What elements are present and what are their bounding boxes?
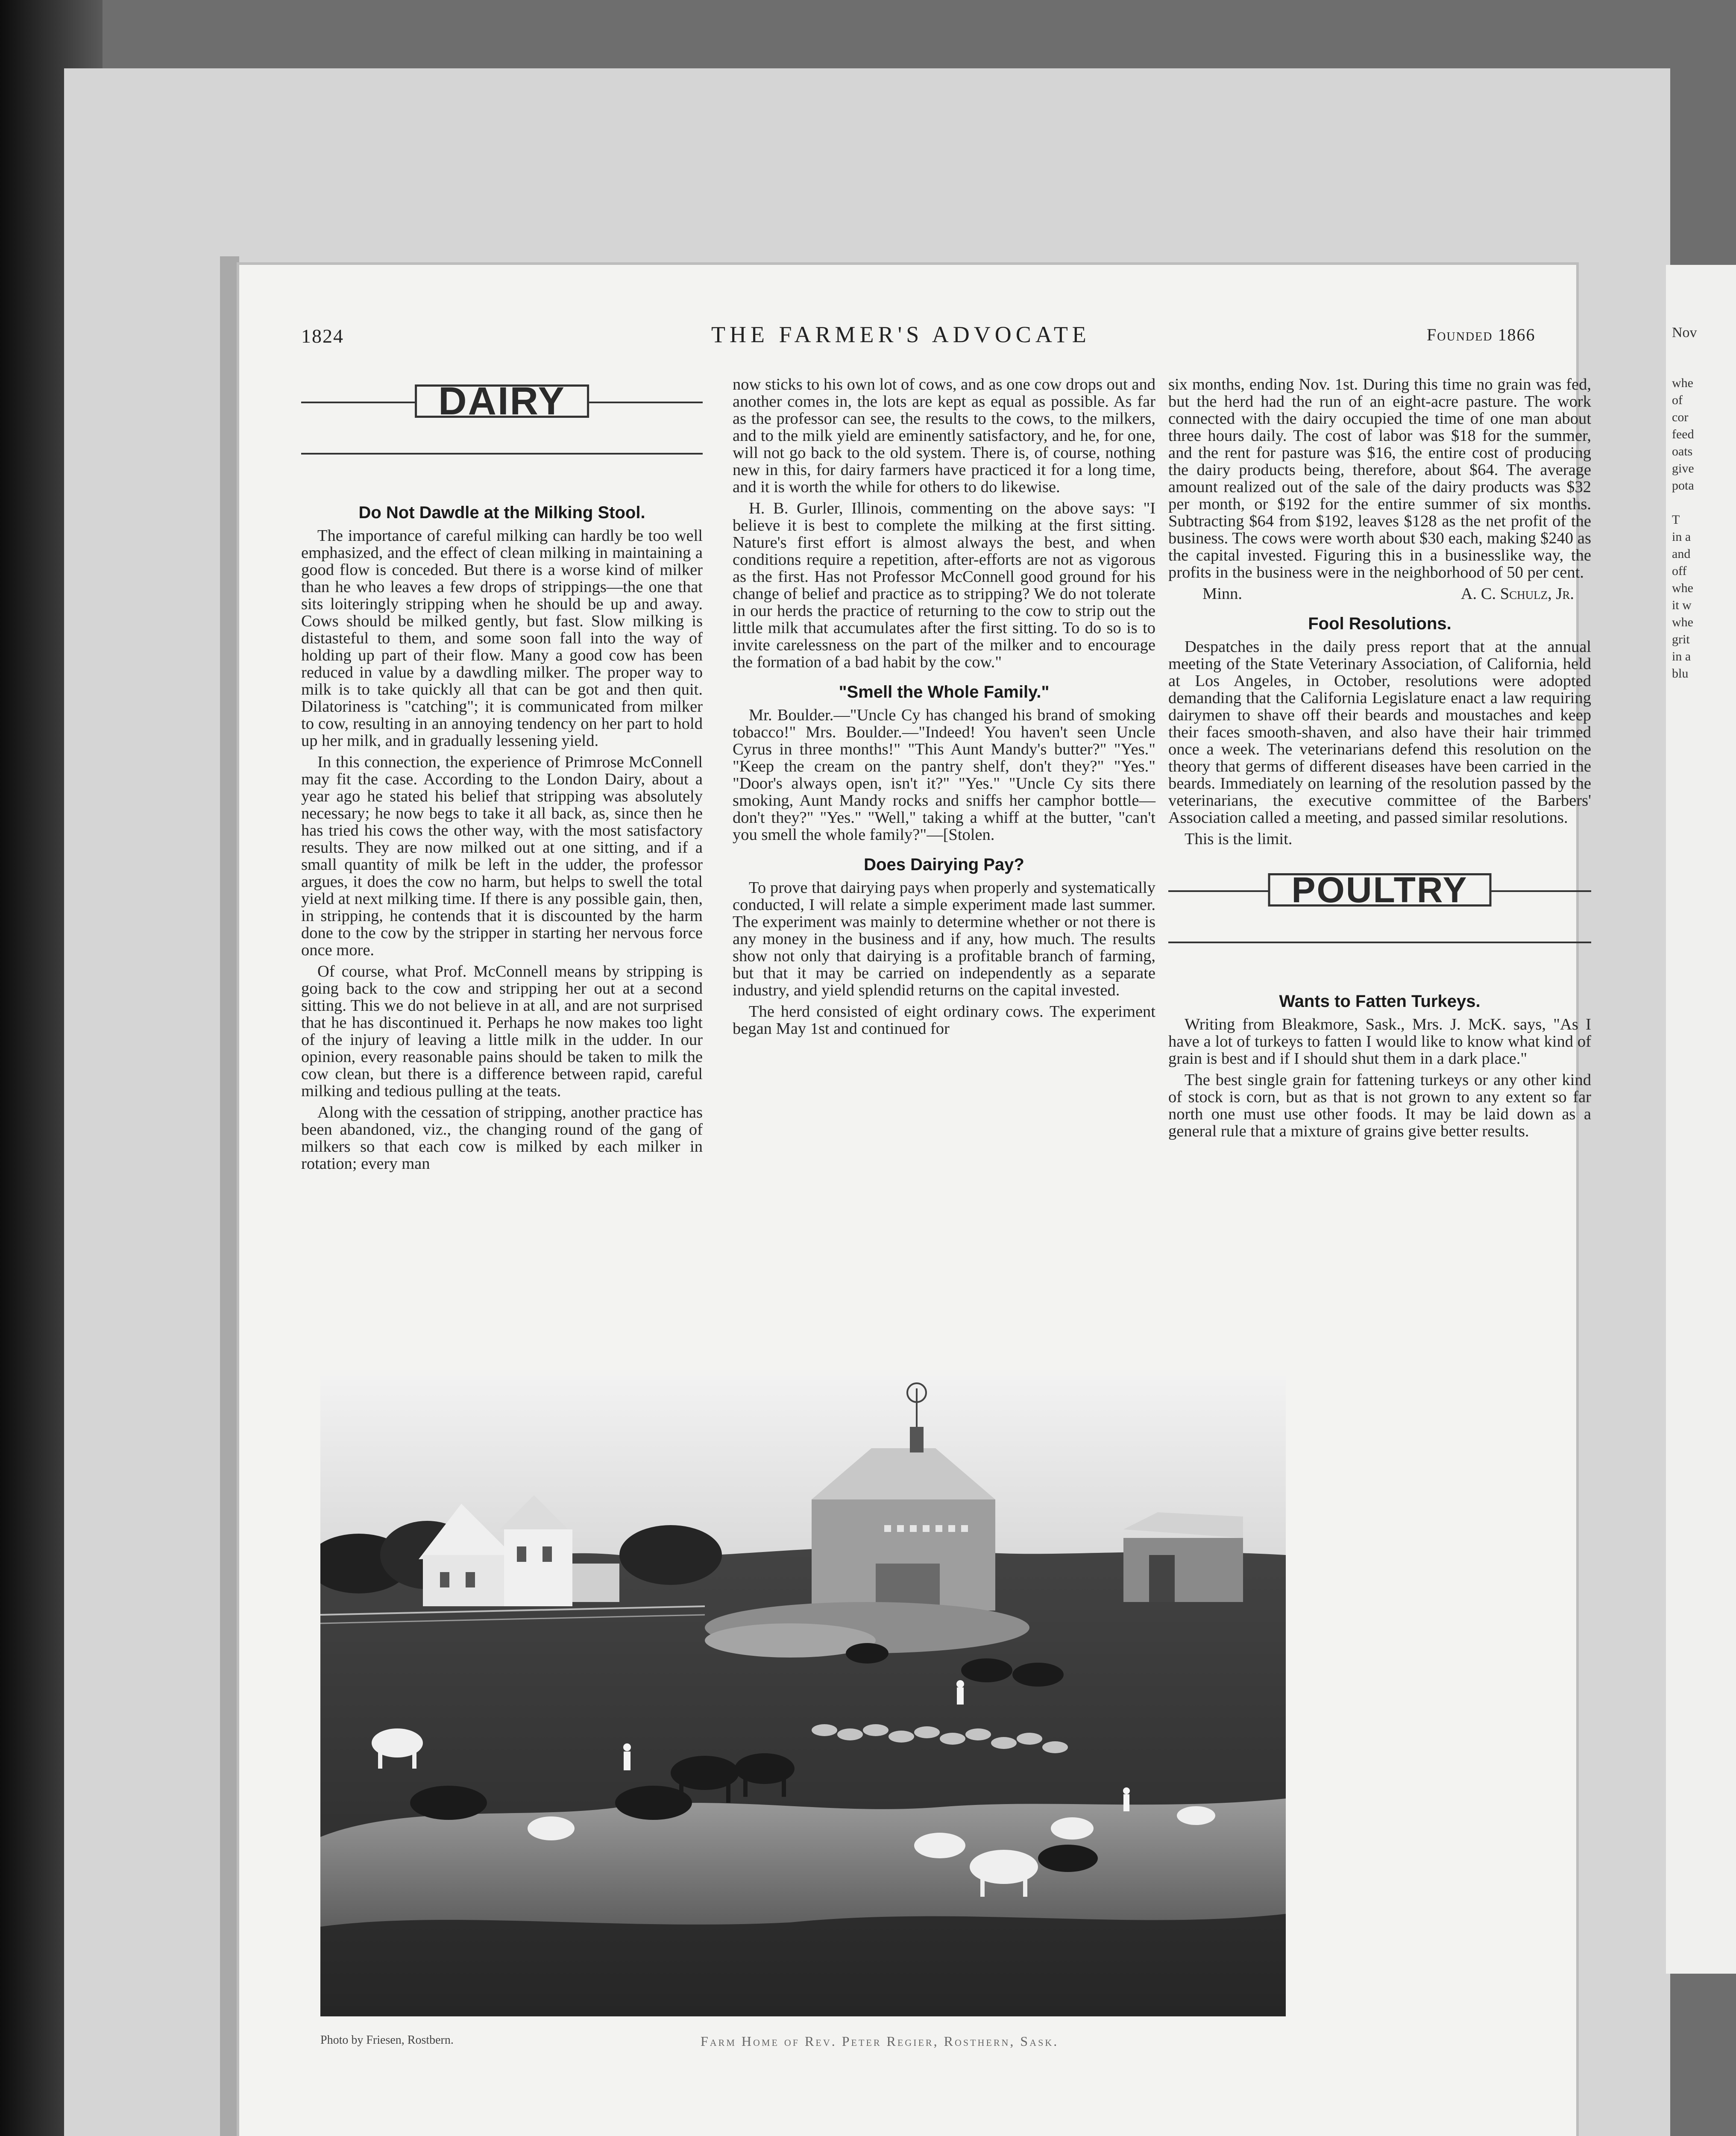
article-paragraph: Of course, what Prof. McConnell means by stripping is going back to the cow and stripping her out at a second sitting. This we do not believe in at all, and are not surprised that he has discontinued it. Perhaps he now makes too light of the injury of leaving a little milk in the udder. In our opinion, every reasonable pains should be taken to milk the cow clean, but there is a difference between rapid, careful milking and tedious pulling at the teats. xyxy=(301,962,703,1100)
adjacent-page-text: in a xyxy=(1672,649,1691,663)
adjacent-page-fragment xyxy=(1666,265,1736,1974)
adjacent-page-text: feed xyxy=(1672,427,1694,441)
adjacent-page-text: whe xyxy=(1672,581,1693,595)
adjacent-page-text: oats xyxy=(1672,444,1693,458)
signoff-place: Minn. xyxy=(1202,585,1243,603)
adjacent-page-text: whe xyxy=(1672,615,1693,629)
article-paragraph: Despatches in the daily press report that at the annual meeting of the State Veterinary Association, of California, held at Los Angeles, in October, resolutions were adopted demanding that the California Legislature enact a law requiring dairymen to shave off their beards and moustaches and keep their faces smooth-shaven, and also have their hair trimmed once a week. The veterinarians defend this resolution on the theory that germs of different diseases have been carried in the beards. Immediately on learning of the resolution passed by the veterinarians, the executive committee of the Barbers' Association called a meeting, and passed similar resolutions. xyxy=(1168,638,1591,827)
article-paragraph: This is the limit. xyxy=(1185,830,1293,848)
poultry-banner: POULTRY xyxy=(1268,873,1492,907)
adjacent-page-text: off xyxy=(1672,564,1687,578)
article-paragraph: six months, ending Nov. 1st. During this time no grain was fed, but the herd had the run of an eight-acre pasture. The work connected with the dairy occupied the time of one man about three hours daily. The cost of labor was $18 for the summer, and the rent for pasture was $16, the entire cost of producing the dairy products being, therefore, about $64. The average amount realized out of the sale of the dairy products was $32 per month, or $192 for the entire summer of six months. Subtracting $64 from $192, leaves $128 as the net profit of the business. The cows were worth about $30 each, making $240 as the capital invested. Figuring this in a businesslike way, the profits in the business were in the neighborhood of 50 per cent. xyxy=(1168,376,1591,581)
farm-photograph xyxy=(320,1376,1286,2016)
column-3 xyxy=(1168,376,1591,1144)
adjacent-page-text: give xyxy=(1672,461,1694,475)
article-paragraph: now sticks to his own lot of cows, and as one cow drops out and another comes in, the lots are kept as equal as possible. As far as the professor can see, the results to the cows, to the milkers, and to the milk yield are eminently satisfactory, and he, for one, will not go back to the old system. There is, of course, nothing new in this, for dairy farmers have practiced it for a long time, and it is worth the while for others to do likewise. xyxy=(733,376,1155,496)
adjacent-page-text: whe xyxy=(1672,376,1693,390)
article-paragraph: Mr. Boulder.—"Uncle Cy has changed his brand of smoking tobacco!" Mrs. Boulder.—"Indeed! You haven't seen Uncle Cyrus in three months!" "This Aunt Mandy's butter?" "Yes." "Keep the cream on the pantry shelf, don't they?" "Yes." "Door's always open, isn't it?" "Yes." "Uncle Cy sits there smoking, Aunt Mandy rocks and sniffs her camphor bottle—don't they?" "Yes." "Well," taking a whiff at the butter, "can't you smell the whole family?"—[Stolen. xyxy=(733,706,1155,844)
article-paragraph: In this connection, the experience of Primrose McConnell may fit the case. According to the London Dairy, about a year ago he stated his belief that stripping was absolutely necessary; he now begs to take it all back, as, since then he has tried his cows the other way, with the most satisfactory results. They are now milked out at one sitting, and if a small quantity of milk be left in the udder, the professor argues, it does the cow no harm, but helps to swell the total yield at next milking time. If there is any possible gain, then, in stripping, he contends that it is discounted by the harm done to the cow by the stripper in starting her nervous force once more. xyxy=(301,753,703,959)
article-paragraph: The importance of careful milking can hardly be too well emphasized, and the effect of clean milking in maintaining a good flow is conceded. But there is a worse kind of milker than he who leaves a few drops of strippings—the one that sits loiteringly stripping when he should be up and away. Cows should be milked gently, but fast. Slow milking is distasteful to them, and some soon fall into the way of holding up part of their flow. Many a good cow has been reduced in value by a dawdling milker. The proper way to milk is to take quickly all that can be got and then quit. Dilatoriness is "catching"; it is communicated from milker to cow, resulting in an annoying tendency on her part to hold up her milk, and in gradually lessening yield. xyxy=(301,527,703,750)
column-2 xyxy=(733,376,1155,1042)
article-paragraph: The herd consisted of eight ordinary cows. The experiment began May 1st and continued for xyxy=(733,1003,1155,1038)
dairy-section-header xyxy=(301,376,703,487)
adjacent-page-text: cor xyxy=(1672,410,1689,424)
adjacent-page-text: in a xyxy=(1672,530,1691,544)
article-headline: Do Not Dawdle at the Milking Stool. xyxy=(358,503,645,522)
adjacent-page-text: blu xyxy=(1672,666,1689,681)
dairy-banner: DAIRY xyxy=(415,384,589,418)
article-paragraph: Writing from Bleakmore, Sask., Mrs. J. McK. says, "As I have a lot of turkeys to fatten I would like to know what kind of grain is best and if I should shut them in a dark place." xyxy=(1168,1015,1591,1068)
poultry-section-header xyxy=(1168,865,1591,976)
header-rule xyxy=(1168,942,1591,943)
article-paragraph: Along with the cessation of stripping, another practice has been abandoned, viz., the changing round of the gang of milkers so that each cow is milked by each milker in rotation; every man xyxy=(301,1103,703,1173)
article-signoff xyxy=(1168,585,1591,602)
photo-credit: Photo by Friesen, Rostbern. xyxy=(320,2033,454,2047)
photo-caption: Farm Home of Rev. Peter Regier, Rosthern, Sask. xyxy=(701,2033,1059,2049)
article-headline: "Smell the Whole Family." xyxy=(839,683,1050,701)
adjacent-page-text: and xyxy=(1672,547,1691,561)
article-headline: Wants to Fatten Turkeys. xyxy=(1279,992,1481,1011)
article-paragraph: H. B. Gurler, Illinois, commenting on the above says: "I believe it is best to complete the milking at the first sitting. Nature's first effort is almost always the best, and when conditions require a repetition, after-efforts are not as vigorous as the first. Has not Professor McConnell good ground for his change of belief and practice as to stripping? We do not tolerate in our herds the practice of returning to the cow to strip out the little milk that accumulates after the first sitting. To do so is to invite carelessness on the part of the milker and to encourage the formation of a bad habit by the cow." xyxy=(733,499,1155,671)
signoff-name: A. C. Schulz, Jr. xyxy=(1460,585,1574,603)
adjacent-page-text: it w xyxy=(1672,598,1692,612)
adjacent-page-text: of xyxy=(1672,393,1683,407)
article-headline: Fool Resolutions. xyxy=(1308,614,1452,633)
masthead-title: THE FARMER'S ADVOCATE xyxy=(711,322,1091,347)
article-paragraph: To prove that dairying pays when properly and systematically conducted, I will relate a simple experiment made last summer. The experiment was mainly to determine whether or not there is any money in the business and if any, how much. The results show not only that dairying is a profitable branch of farming, but that it may be carried on independently as a separate industry, and yield splendid returns on the capital invested. xyxy=(733,879,1155,999)
article-headline: Does Dairying Pay? xyxy=(864,855,1024,874)
page-binding-edge xyxy=(220,256,239,2136)
column-1 xyxy=(301,376,703,1177)
farm-scene-illustration xyxy=(320,1376,1286,2016)
adjacent-page-text: grit xyxy=(1672,632,1690,646)
founded-date: Founded 1866 xyxy=(1427,325,1536,344)
adjacent-page-text: T xyxy=(1672,513,1680,527)
adjacent-page-text: pota xyxy=(1672,478,1694,493)
article-paragraph: The best single grain for fattening turkeys or any other kind of stock is corn, but as that is not grown to any extent so far north one must use other foods. It may be laid down as a general rule that a mixture of grains give better results. xyxy=(1168,1071,1591,1140)
header-rule xyxy=(301,453,703,455)
adjacent-page-folio: Nov xyxy=(1672,325,1697,340)
page-number: 1824 xyxy=(301,325,344,347)
